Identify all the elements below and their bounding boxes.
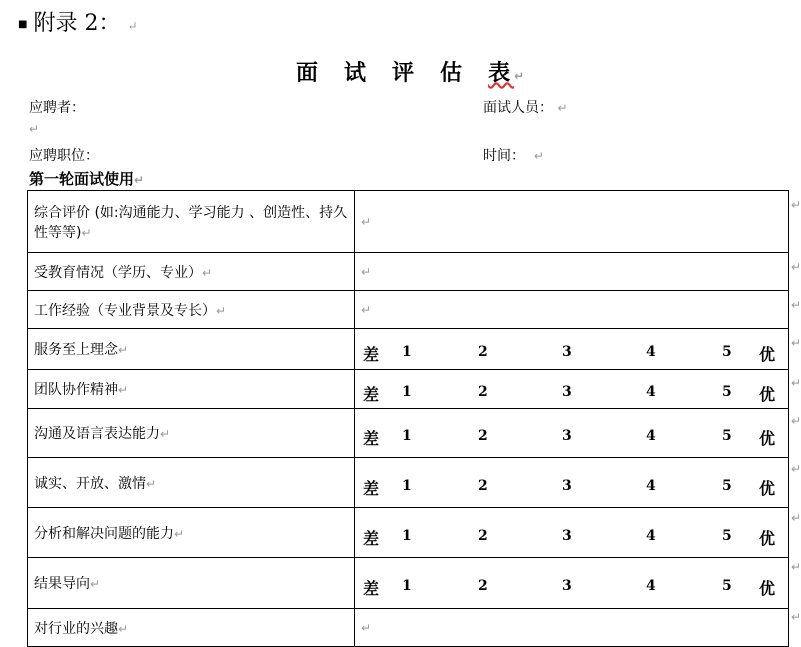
scale-option-3[interactable]: 3 xyxy=(562,578,572,595)
criterion-cell xyxy=(28,508,355,558)
scale-option-1[interactable]: 1 xyxy=(402,344,412,361)
return-mark: ↵ xyxy=(557,101,568,115)
return-mark: ↵ xyxy=(29,122,40,136)
time-text: 时间： xyxy=(483,148,525,164)
row-end-mark: ↵ xyxy=(791,511,801,525)
scale-option-2[interactable]: 2 xyxy=(478,477,488,494)
return-mark: ↵ xyxy=(127,19,138,33)
rating-cell[interactable] xyxy=(355,370,789,409)
scale-option-5[interactable]: 5 xyxy=(722,344,732,361)
scale-low-label: 差 xyxy=(363,345,380,365)
interviewer-text: 面试人员： xyxy=(483,100,553,116)
appendix-heading: ■ 附录 2： ↵ xyxy=(18,11,138,36)
return-mark: ↵ xyxy=(361,264,372,279)
scale-option-2[interactable]: 2 xyxy=(478,344,488,361)
row-end-mark: ↵ xyxy=(791,414,801,428)
return-mark: ↵ xyxy=(533,149,544,163)
table-row xyxy=(28,370,789,409)
criterion-cell xyxy=(28,329,355,370)
scale-option-5[interactable]: 5 xyxy=(722,527,732,544)
scale-high-label: 优 xyxy=(759,478,776,498)
criterion-cell xyxy=(28,253,355,291)
scale-option-1[interactable]: 1 xyxy=(402,384,412,401)
position-label: 应聘职位： xyxy=(29,148,99,164)
return-mark: ↵ xyxy=(81,225,92,240)
title-char: 表 xyxy=(488,61,515,86)
scale-high-label: 优 xyxy=(759,579,776,599)
return-mark: ↵ xyxy=(118,343,129,357)
scale-option-1[interactable]: 1 xyxy=(402,428,412,445)
row-end-mark: ↵ xyxy=(791,260,801,274)
rating-cell[interactable] xyxy=(355,253,789,291)
scale-low-label: 差 xyxy=(363,429,380,449)
return-mark: ↵ xyxy=(202,265,213,280)
rating-cell[interactable] xyxy=(355,558,789,609)
evaluation-table xyxy=(27,190,789,647)
scale-option-3[interactable]: 3 xyxy=(562,384,572,401)
scale-option-4[interactable]: 4 xyxy=(646,527,656,544)
table-row xyxy=(28,508,789,558)
scale-option-3[interactable]: 3 xyxy=(562,428,572,445)
scale-high-label: 优 xyxy=(759,385,776,405)
criterion-cell xyxy=(28,558,355,609)
scale-option-2[interactable]: 2 xyxy=(478,384,488,401)
row-end-mark: ↵ xyxy=(791,462,801,476)
table-row xyxy=(28,253,789,291)
scale-option-5[interactable]: 5 xyxy=(722,384,732,401)
criterion-label: 服务至上理念 xyxy=(34,342,118,358)
scale-option-3[interactable]: 3 xyxy=(562,477,572,494)
criterion-cell xyxy=(28,409,355,458)
return-mark: ↵ xyxy=(90,577,101,591)
table-row xyxy=(28,191,789,253)
title-char: 评 xyxy=(392,61,419,86)
title-char: 估 xyxy=(440,61,467,86)
scale-option-4[interactable]: 4 xyxy=(646,384,656,401)
criterion-cell xyxy=(28,291,355,329)
return-mark: ↵ xyxy=(514,69,529,83)
rating-cell[interactable] xyxy=(355,291,789,329)
rating-cell[interactable] xyxy=(355,409,789,458)
rating-cell[interactable] xyxy=(355,458,789,508)
interviewer-label xyxy=(483,97,568,117)
criterion-label: 受教育情况（学历、专业） xyxy=(34,264,202,281)
rating-cell[interactable] xyxy=(355,329,789,370)
scale-option-4[interactable]: 4 xyxy=(646,578,656,595)
scale-option-5[interactable]: 5 xyxy=(722,578,732,595)
criterion-label: 综合评价 (如:沟通能力、学习能力 、创造性、持久性等等) xyxy=(34,204,348,241)
form-title xyxy=(296,56,528,87)
criterion-cell xyxy=(28,191,355,253)
return-mark: ↵ xyxy=(361,620,372,635)
row-end-mark: ↵ xyxy=(791,198,801,212)
applicant-label: 应聘者： xyxy=(29,100,85,116)
scale-option-1[interactable]: 1 xyxy=(402,477,412,494)
criterion-cell xyxy=(28,370,355,409)
return-mark: ↵ xyxy=(361,214,372,229)
return-mark: ↵ xyxy=(174,526,185,541)
scale-option-2[interactable]: 2 xyxy=(478,578,488,595)
scale-option-2[interactable]: 2 xyxy=(478,527,488,544)
criterion-label: 团队协作精神 xyxy=(34,382,118,398)
criterion-label: 工作经验（专业背景及专长） xyxy=(34,302,216,319)
scale-high-label: 优 xyxy=(759,429,776,449)
scale-low-label: 差 xyxy=(363,579,380,599)
scale-option-3[interactable]: 3 xyxy=(562,527,572,544)
criterion-label: 诚实、开放、激情 xyxy=(34,475,146,492)
scale-option-1[interactable]: 1 xyxy=(402,527,412,544)
title-char: 试 xyxy=(344,61,371,86)
row-end-mark: ↵ xyxy=(791,298,801,312)
criterion-label: 结果导向 xyxy=(34,576,90,592)
return-mark: ↵ xyxy=(361,302,372,317)
rating-cell[interactable] xyxy=(355,508,789,558)
criterion-label: 对行业的兴趣 xyxy=(34,620,118,637)
row-end-mark: ↵ xyxy=(791,560,801,574)
rating-cell[interactable] xyxy=(355,609,789,647)
return-mark: ↵ xyxy=(134,173,145,187)
appendix-label: 附录 2： xyxy=(33,11,121,36)
table-row xyxy=(28,558,789,609)
criterion-cell xyxy=(28,458,355,508)
criterion-label: 沟通及语言表达能力 xyxy=(34,426,160,442)
row-end-mark: ↵ xyxy=(791,376,801,390)
table-row xyxy=(28,609,789,647)
criterion-cell xyxy=(28,609,355,647)
scale-option-4[interactable]: 4 xyxy=(646,477,656,494)
return-mark: ↵ xyxy=(118,383,129,397)
scale-option-1[interactable]: 1 xyxy=(402,578,412,595)
section-heading xyxy=(29,168,144,189)
table-row xyxy=(28,458,789,508)
scale-option-4[interactable]: 4 xyxy=(646,428,656,445)
table-row xyxy=(28,291,789,329)
table-row xyxy=(28,409,789,458)
scale-option-5[interactable]: 5 xyxy=(722,477,732,494)
scale-option-5[interactable]: 5 xyxy=(722,428,732,445)
section-text: 第一轮面试使用 xyxy=(29,170,135,188)
time-label xyxy=(483,145,544,165)
title-char: 面 xyxy=(296,61,323,86)
scale-low-label: 差 xyxy=(363,385,380,405)
rating-cell[interactable] xyxy=(355,191,789,253)
return-mark: ↵ xyxy=(216,303,227,318)
criterion-label: 分析和解决问题的能力 xyxy=(34,525,174,542)
scale-high-label: 优 xyxy=(759,345,776,365)
scale-option-2[interactable]: 2 xyxy=(478,428,488,445)
return-mark: ↵ xyxy=(146,476,157,491)
table-row xyxy=(28,329,789,370)
scale-high-label: 优 xyxy=(759,528,776,548)
scale-low-label: 差 xyxy=(363,478,380,498)
return-mark: ↵ xyxy=(160,427,171,441)
scale-option-3[interactable]: 3 xyxy=(562,344,572,361)
scale-low-label: 差 xyxy=(363,528,380,548)
scale-option-4[interactable]: 4 xyxy=(646,344,656,361)
row-end-mark: ↵ xyxy=(791,336,801,350)
row-end-mark: ↵ xyxy=(791,610,801,624)
return-mark: ↵ xyxy=(118,621,129,636)
